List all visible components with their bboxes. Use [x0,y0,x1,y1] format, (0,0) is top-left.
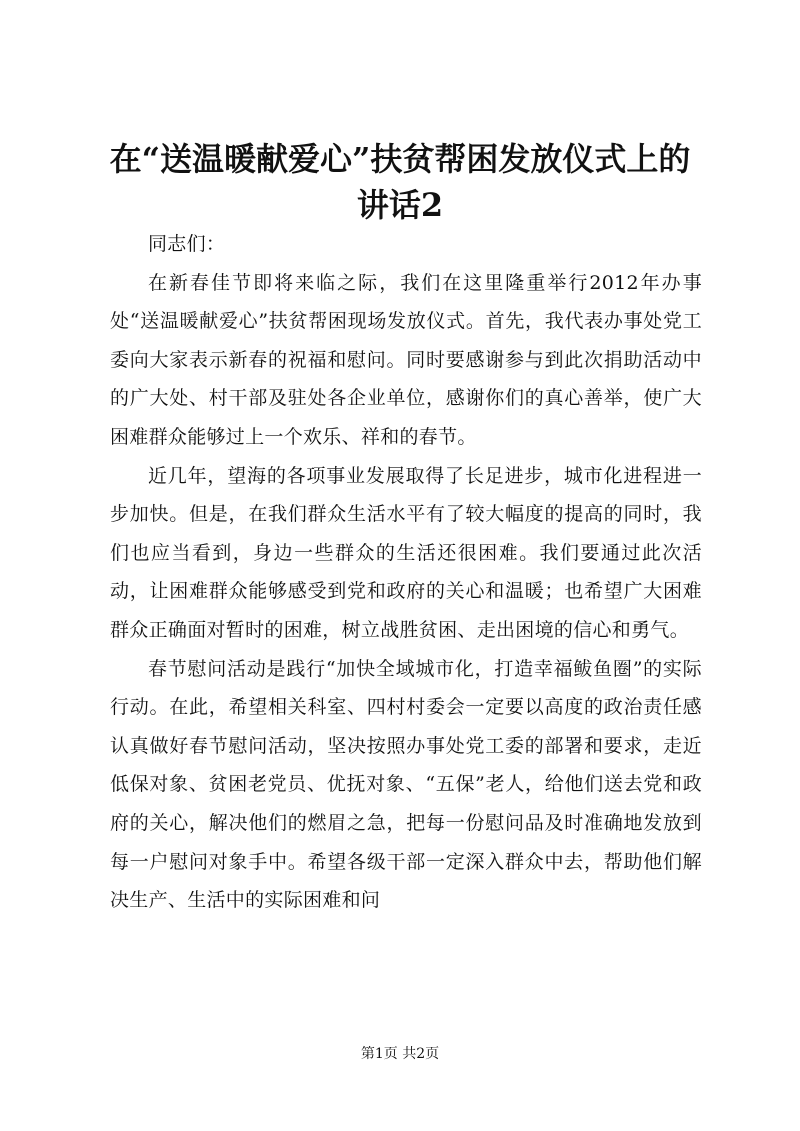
document-title: 在“送温暖献爱心”扶贫帮困发放仪式上的讲话2 [109,140,691,224]
greeting: 同志们： [148,233,226,255]
paragraph: 在新春佳节即将来临之际，我们在这里隆重举行2012年办事处“送温暖献爱心”扶贫帮困现场发放仪式。首先，我代表办事处党工委向大家表示新春的祝福和慰问。同时要感谢参与到此次捐助活动中的广大处、村干部及驻处各企业单位，感谢你们的真心善举，使广大困难群众能够过上一个欢乐、祥和的春节。 [110,271,702,448]
paragraph: 春节慰问活动是践行“加快全域城市化，打造幸福鲅鱼圈”的实际行动。在此，希望相关科室、四村村委会一定要以高度的政治责任感认真做好春节慰问活动，坚决按照办事处党工委的部署和要求，走近低保对象、贫困老党员、优抚对象、“五保”老人，给他们送去党和政府的关心，解决他们的燃眉之急，把每一份慰问品及时准确地发放到每一户慰问对象手中。希望各级干部一定深入群众中去，帮助他们解决生产、生活中的实际困难和问 [110,657,702,912]
page-footer: 第1页 共2页 [360,1046,440,1062]
document-body [110,225,702,920]
paragraph: 近几年，望海的各项事业发展取得了长足进步，城市化进程进一步加快。但是，在我们群众生活水平有了较大幅度的提高的同时，我们也应当看到，身边一些群众的生活还很困难。我们要通过此次活动，让困难群众能够感受到党和政府的关心和温暖；也希望广大困难群众正确面对暂时的困难，树立战胜贫困、走出困境的信心和勇气。 [110,464,702,641]
